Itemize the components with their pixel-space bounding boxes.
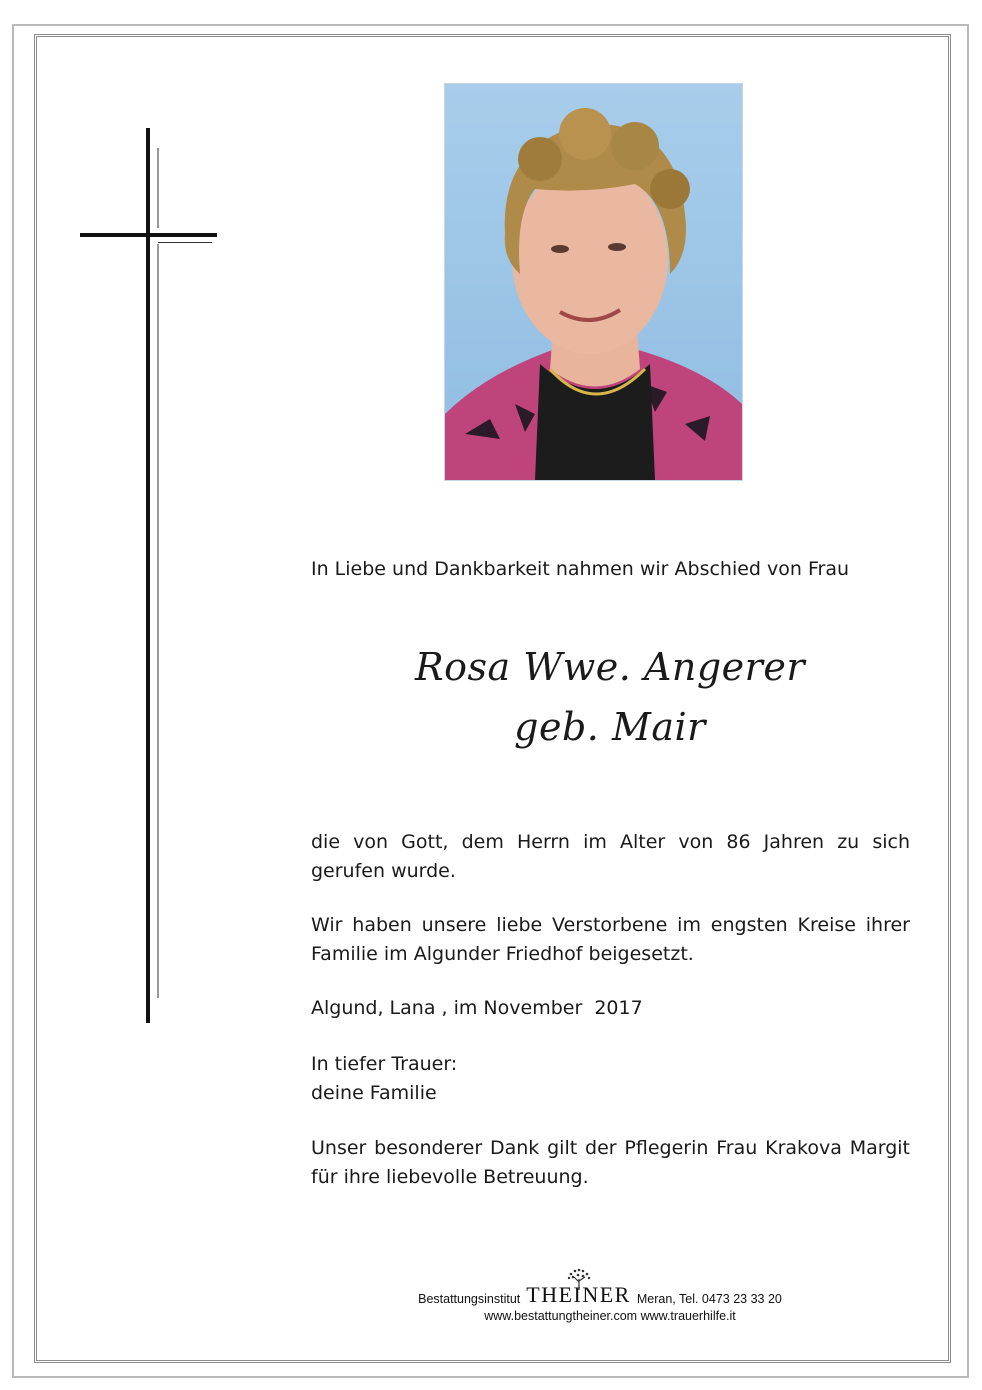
thanks-paragraph: Unser besonderer Dank gilt der Pflegerin Frau Krakova Margit für ihre liebevolle Betreuung. bbox=[311, 1137, 910, 1188]
logo-text: THEINER bbox=[526, 1282, 631, 1307]
intro-text: In Liebe und Dankbarkeit nahmen wir Abschied von Frau bbox=[311, 558, 850, 580]
family-signature: deine Familie bbox=[311, 1082, 437, 1104]
contact-info: Meran, Tel. 0473 23 33 20 bbox=[636, 1292, 782, 1306]
institute-label: Bestattungsinstitut bbox=[418, 1292, 521, 1306]
burial-paragraph: Wir haben unsere liebe Verstorbene im engsten Kreise ihrer Familie im Algunder Friedhof beigesetzt. bbox=[311, 914, 910, 965]
deceased-name: Rosa Wwe. Angerer bbox=[414, 645, 805, 689]
cross-icon bbox=[80, 128, 220, 1023]
tree-logo-icon bbox=[559, 1266, 599, 1290]
theiner-logo bbox=[526, 1284, 631, 1306]
website-links[interactable]: www.bestattungtheiner.com www.trauerhilfe.it bbox=[484, 1309, 736, 1323]
place-date: Algund, Lana , im November 2017 bbox=[311, 997, 643, 1019]
portrait-photo bbox=[444, 83, 743, 481]
mourning-line: In tiefer Trauer: bbox=[311, 1053, 458, 1075]
deceased-maiden-name: geb. Mair bbox=[514, 705, 706, 749]
called-paragraph: die von Gott, dem Herrn im Alter von 86 Jahren zu sich gerufen wurde. bbox=[311, 831, 910, 882]
funeral-home-footer bbox=[340, 1284, 860, 1323]
